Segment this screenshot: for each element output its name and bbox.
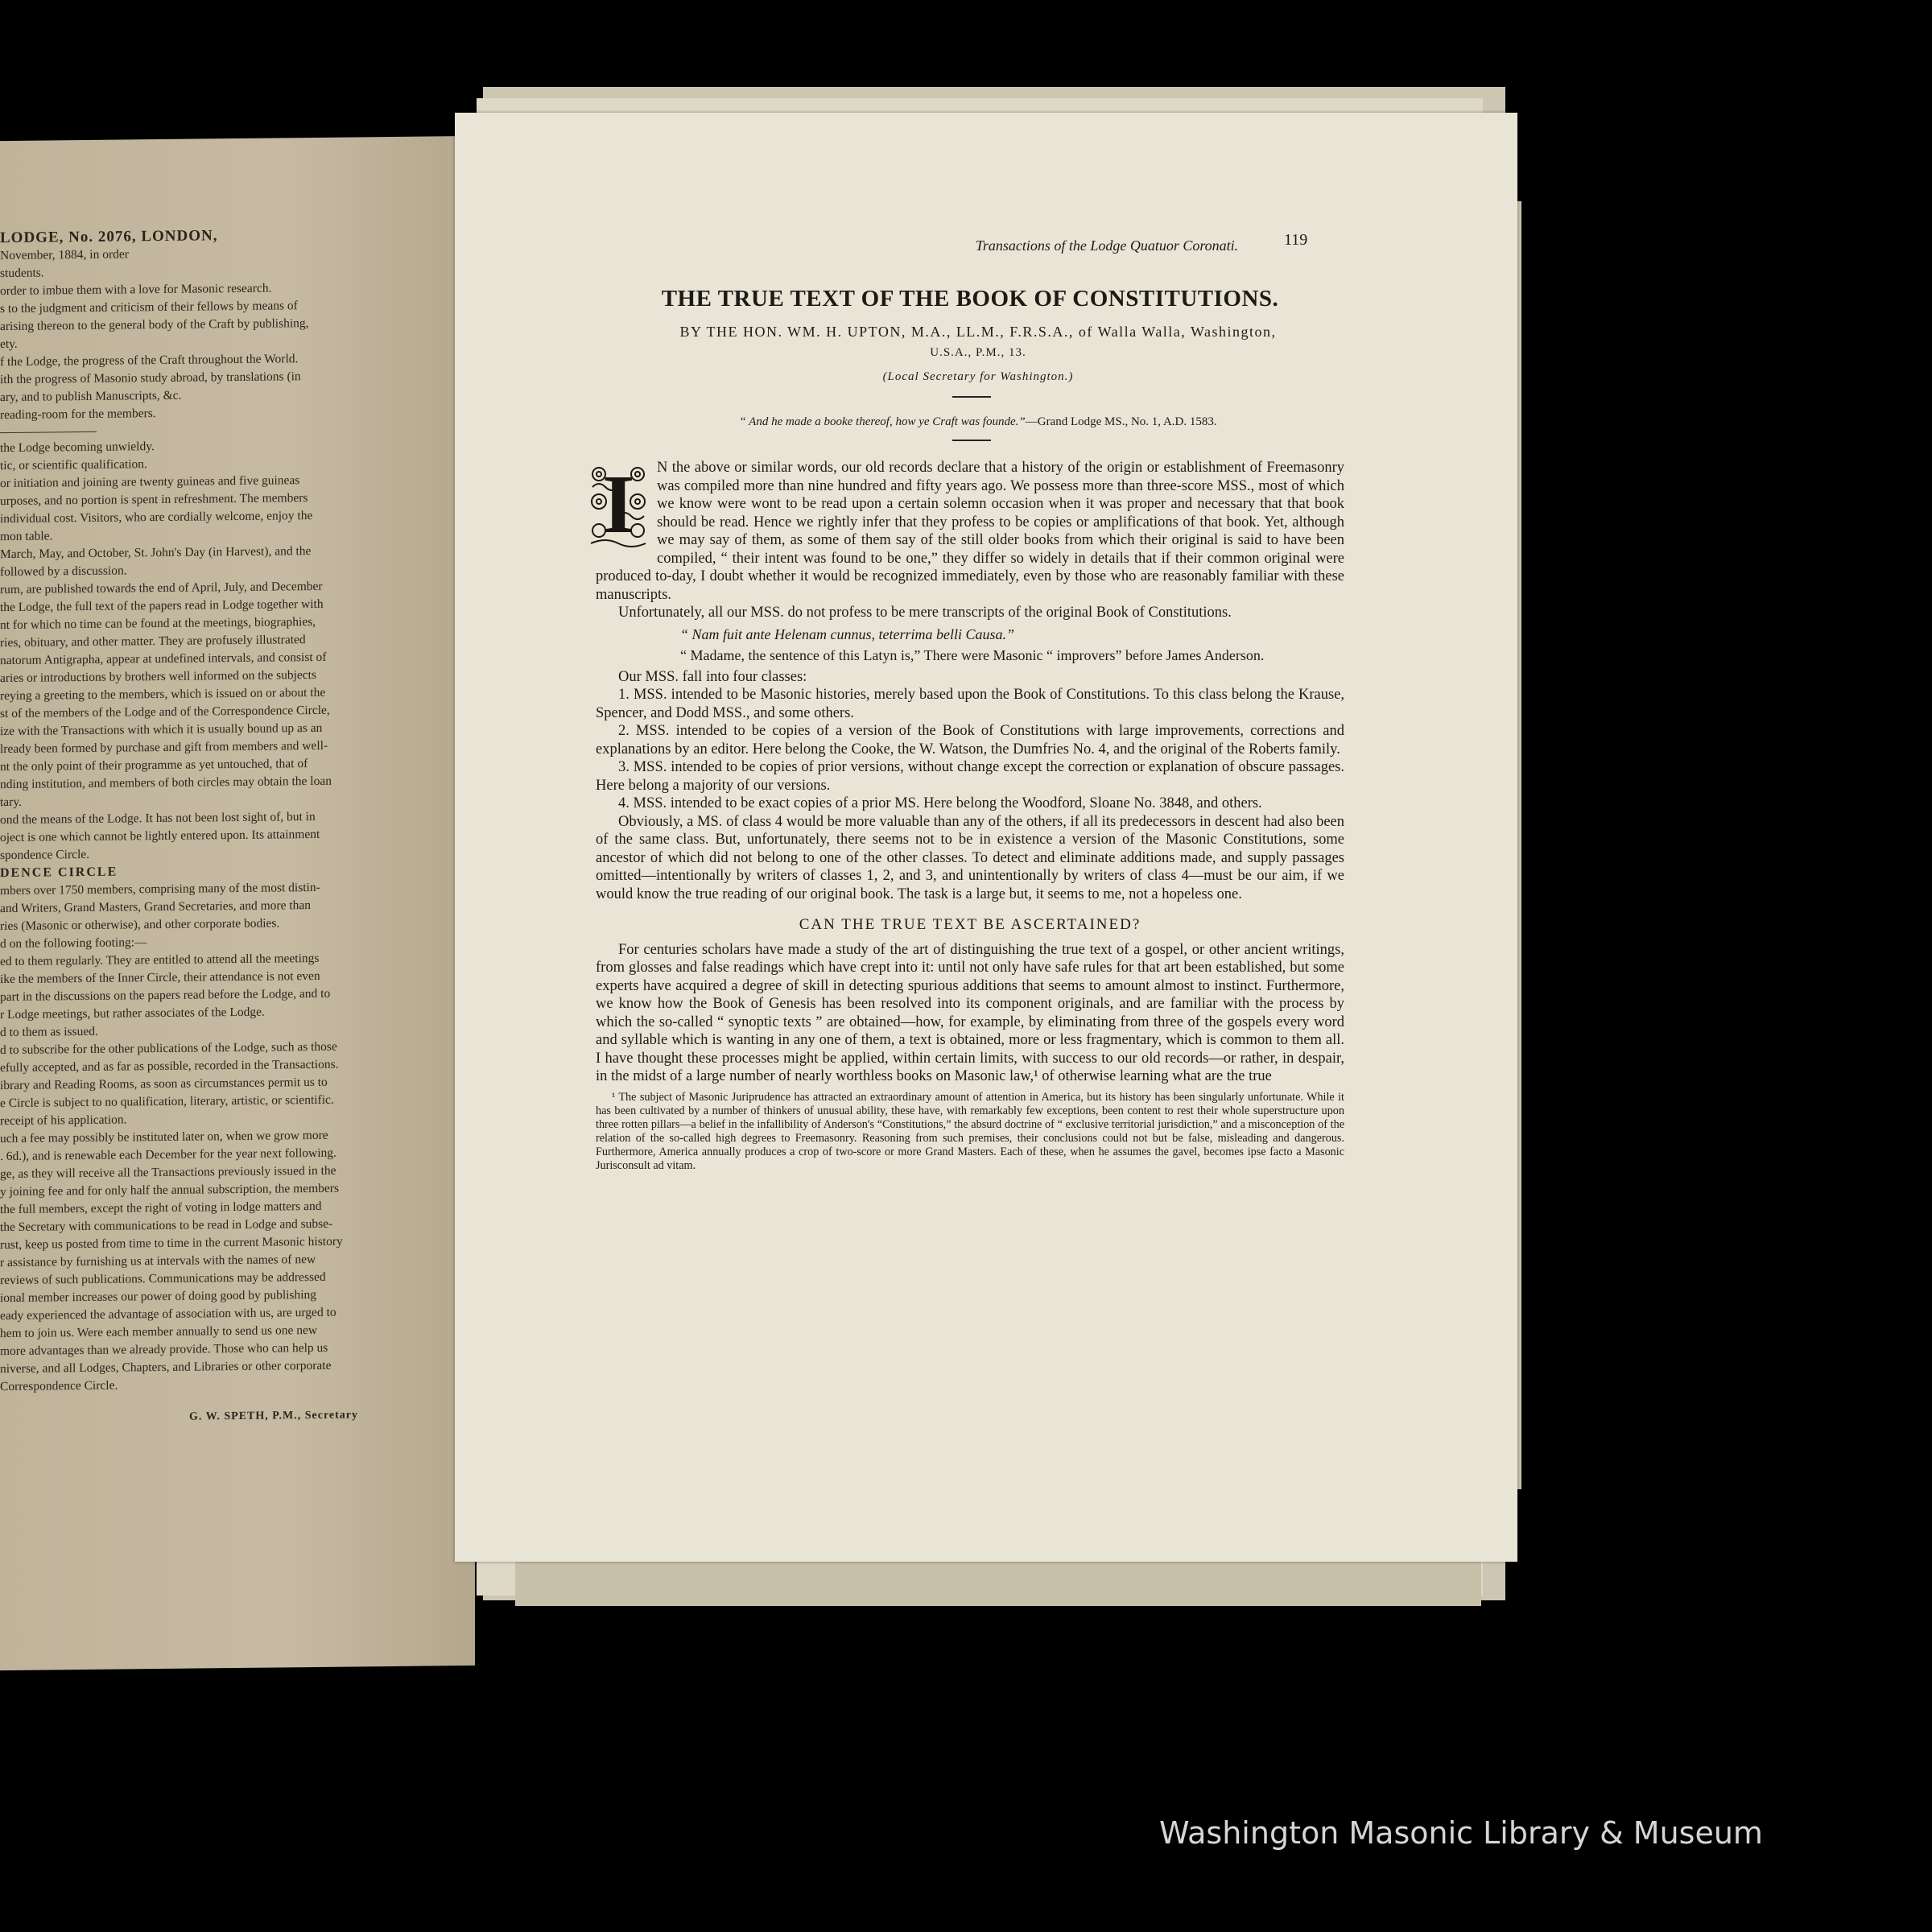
left-page-line: r assistance by furnishing us at intervals with the names of new xyxy=(0,1252,316,1270)
paragraph-3: Our MSS. fall into four classes: xyxy=(618,668,807,685)
left-page-line: receipt of his application. xyxy=(0,1113,127,1129)
class-4: 4. MSS. intended to be exact copies of a prior MS. Here belong the Woodford, Sloane No. 3848, and others. xyxy=(618,795,1262,811)
author-byline-continued: U.S.A., P.M., 13. xyxy=(930,346,1026,359)
class-1: 1. MSS. intended to be Masonic histories, merely based upon the Book of Constitutions. To this class belong the Krause, Spencer, and Dodd MSS., and some others. xyxy=(596,687,1344,721)
left-page-line: ibrary and Reading Rooms, as soon as circumstances permit us to xyxy=(0,1075,328,1093)
left-page-line: ional member increases our power of doing good by publishing xyxy=(0,1287,317,1306)
left-page-line: niverse, and all Lodges, Chapters, and Libraries or other corporate xyxy=(0,1358,332,1377)
left-page-section-heading: DENCE CIRCLE xyxy=(0,865,118,881)
left-page-line: students. xyxy=(0,266,44,281)
left-page-line: individual cost. Visitors, who are cordially welcome, enjoy the xyxy=(0,509,313,526)
left-page-line: aries or introductions by brothers well informed on the subjects xyxy=(0,667,317,686)
paragraph-4: Obviously, a MS. of class 4 would be more valuable than any of the others, if all its predecessors in descent had also been of the same class. But, unfortunately, there seems not to be in existence a version of the Masonic Constitutions, some ancestor of which did not belong to one of the other classes. To detect and eliminate additions made, and supply passages omitted—intentionally by writers of classes 1, 2, and 3, and unintentionally by writers of class 4—must be our aim, if we would know the true reading of our original book. The task is a large but, it seems to me, not a hopeless one. xyxy=(596,813,1344,902)
torn-edge-bottom xyxy=(515,1558,1481,1606)
left-page-line: followed by a discussion. xyxy=(0,564,127,580)
article-body xyxy=(596,459,1344,1173)
left-page-line: ries, obituary, and other matter. They are profusely illustrated xyxy=(0,633,306,650)
left-page-line: mbers over 1750 members, comprising many of the most distin- xyxy=(0,880,320,898)
ornamental-drop-cap xyxy=(589,458,647,551)
title-rule xyxy=(952,396,991,398)
left-page-line: nt the only point of their programme as yet untouched, that of xyxy=(0,757,308,774)
left-page-line: rust, keep us posted from time to time in the current Masonic history xyxy=(0,1234,343,1253)
left-page-signature: G. W. SPETH, P.M., Secretary xyxy=(189,1409,358,1423)
left-page-line: . 6d.), and is renewable each December for the year next following. xyxy=(0,1146,336,1164)
epigraph-source: —Grand Lodge MS., No. 1, A.D. 1583. xyxy=(1025,415,1217,428)
footnote xyxy=(596,1091,1344,1173)
drop-cap-letter: I xyxy=(602,458,635,551)
left-page-line: November, 1884, in order xyxy=(0,247,129,263)
left-page-line: tary. xyxy=(0,795,22,810)
epigraph-quote: “ And he made a booke thereof, how ye Craft was founde.” xyxy=(739,415,1026,428)
left-page-line: ith the progress of Masonio study abroad, by translations (in xyxy=(0,369,301,387)
left-page-line: ed to them regularly. They are entitled to attend all the meetings xyxy=(0,951,320,969)
author-role: (Local Secretary for Washington.) xyxy=(882,370,1074,383)
left-page-line: part in the discussions on the papers read before the Lodge, and to xyxy=(0,986,331,1005)
left-page-lines-2 xyxy=(0,435,451,865)
left-page-line: oject is one which cannot be lightly entered upon. Its attainment xyxy=(0,827,320,845)
left-page-line: order to imbue them with a love for Masonic research. xyxy=(0,281,272,299)
library-watermark: Washington Masonic Library & Museum xyxy=(1159,1815,1763,1851)
page-number: 119 xyxy=(1284,231,1308,249)
left-page-line: the full members, except the right of voting in lodge matters and xyxy=(0,1199,322,1217)
left-page-line: nt for which no time can be found at the meetings, biographies, xyxy=(0,614,316,633)
left-page-line: reading-room for the members. xyxy=(0,407,156,423)
left-page-line: st of the members of the Lodge and of the Correspondence Circle, xyxy=(0,703,330,721)
left-page-line: hem to join us. Were each member annually to send us one new xyxy=(0,1323,318,1341)
left-page-line: ize with the Transactions with which it is usually bound up as an xyxy=(0,720,323,739)
left-page-line: more advantages than we already provide. Those who can help us xyxy=(0,1340,328,1359)
left-page-line: spondence Circle. xyxy=(0,847,90,863)
left-page-heading: LODGE, No. 2076, LONDON, xyxy=(0,227,218,247)
section-heading: CAN THE TRUE TEXT BE ASCERTAINED? xyxy=(799,916,1141,933)
left-page-line: s to the judgment and criticism of their fellows by means of xyxy=(0,299,298,316)
author-byline: BY THE HON. WM. H. UPTON, M.A., LL.M., F.R.S.A., of Walla Walla, Washington, xyxy=(679,324,1277,340)
article-page xyxy=(455,113,1517,1562)
left-page-line: or initiation and joining are twenty guineas and five guineas xyxy=(0,473,300,491)
footnote-text: ¹ The subject of Masonic Juriprudence has attracted an extraordinary amount of attention in America, but its history has been singularly unfortunate. While it has been cultivated by a number of thinkers of unusual ability, these have, with remarkably few exceptions, been content to rest their whole superstructure upon three rotten pillars—a belief in the infallibility of Anderson's “Constitutions,” the absurd doctrine of “ exclusive territorial jurisdiction,” and a misconception of the relation of the so-called high degrees to Freemasonry. Reasoning from such premises, their conclusions could not but be false, misleading and dangerous. Furthermore, America annually produces a crop of two-score or more Grand Masters. Each of these, when he assumes the gavel, becomes ipse facto a Masonic Jurisconsult ad vitam. xyxy=(596,1090,1344,1172)
left-page-line: reviews of such publications. Communications may be addressed xyxy=(0,1269,326,1288)
left-page-lines-1 xyxy=(0,242,451,424)
latin-quote xyxy=(680,625,1344,644)
left-page-line: ary, and to publish Manuscripts, &c. xyxy=(0,388,182,405)
left-page-line: tic, or scientific qualification. xyxy=(0,457,147,473)
left-page-line: r Lodge meetings, but rather associates of the Lodge. xyxy=(0,1005,265,1022)
left-page-line: d on the following footing:— xyxy=(0,935,147,952)
paragraph-2: Unfortunately, all our MSS. do not profess to be mere transcripts of the original Book of Constitutions. xyxy=(618,605,1232,621)
left-page-line: March, May, and October, St. John's Day (in Harvest), and the xyxy=(0,544,312,562)
epigraph-rule xyxy=(952,440,991,441)
left-page-line: and Writers, Grand Masters, Grand Secretaries, and more than xyxy=(0,898,312,916)
left-page-line: mon table. xyxy=(0,529,53,544)
running-head: Transactions of the Lodge Quatuor Coronati. xyxy=(975,237,1239,254)
left-page-line: ge, as they will receive all the Transactions previously issued in the xyxy=(0,1163,336,1182)
left-page-line: the Secretary with communications to be read in Lodge and subse- xyxy=(0,1216,333,1235)
left-page-line: f the Lodge, the progress of the Craft throughout the World. xyxy=(0,352,299,369)
left-page-line: efully accepted, and as far as possible, recorded in the Transactions. xyxy=(0,1057,339,1075)
left-page-line: natorum Antigrapha, appear at undefined intervals, and consist of xyxy=(0,650,327,668)
left-page-line: y joining fee and for only half the annual subscription, the members xyxy=(0,1181,339,1199)
left-page-line: ries (Masonic or otherwise), and other corporate bodies. xyxy=(0,916,280,934)
left-page-line: d to subscribe for the other publications of the Lodge, such as those xyxy=(0,1039,337,1058)
left-page-line: ike the members of the Inner Circle, their attendance is not even xyxy=(0,968,320,987)
latin-quote-text: “ Nam fuit ante Helenam cunnus, teterrima belli Causa.” xyxy=(680,625,1014,642)
left-page-text xyxy=(0,225,451,1428)
epigraph xyxy=(559,415,1397,429)
left-page-line: the Lodge, the full text of the papers read in Lodge together with xyxy=(0,597,324,615)
class-2: 2. MSS. intended to be copies of a version of the Book of Constitutions with large improvements, corrections and explanations by an editor. Here belong the Cooke, the W. Watson, the Dumfries No. 4, and the original of the Roberts family. xyxy=(596,723,1344,758)
left-page-line: urposes, and no portion is spent in refreshment. The members xyxy=(0,491,308,509)
left-page-line: reying a greeting to the members, which is issued on or about the xyxy=(0,685,326,704)
left-page-lines-3 xyxy=(0,877,451,1396)
article-title: THE TRUE TEXT OF THE BOOK OF CONSTITUTIONS. xyxy=(661,286,1279,312)
left-page-line: nding institution, and members of both circles may obtain the loan xyxy=(0,774,332,792)
left-page-line: eady experienced the advantage of association with us, are urged to xyxy=(0,1305,336,1323)
left-page-rule xyxy=(0,431,97,433)
left-page-line: uch a fee may possibly be instituted later on, when we grow more xyxy=(0,1128,328,1146)
left-page-line: lready been formed by purchase and gift from members and well- xyxy=(0,738,328,757)
paragraph-5: For centuries scholars have made a study of the art of distinguishing the true text of a gospel, or other ancient writings, from glosses and false readings which have crept into it: until not only have safe rules for that art been established, but some experts have acquired a degree of skill in detecting spurious additions that seems to amount almost to instinct. Furthermore, we know how the Book of Genesis has been resolved into its component originals, and are familiar with the process by which the so-called “ synoptic texts ” are obtained—how, for example, by eliminating from three of the gospels every word and syllable which is wanting in any one of them, a text is obtained, more or less fragmentary, which is common to them all. I have thought these processes might be applied, within certain limits, with success to our old records—or rather, in despair, in the midst of a large number of nearly worthless books on Masonic law,¹ of otherwise learning what are the true xyxy=(596,941,1344,1084)
chaucer-quote: “ Madame, the sentence of this Latyn is,” There were Masonic “ improvers” before James Anderson. xyxy=(680,647,1265,663)
paragraph-1: N the above or similar words, our old records declare that a history of the origin or establishment of Freemasonry was compiled more than nine hundred and fifty years ago. We possess more than three-score MSS., most of which we know were wont to be read upon a certain solemn occasion when it was proper and necessary that that book should be read. Hence we rightly infer that they profess to be copies or amplifications of that book. Yet, although we may say of them, as some of them say of the still older books from which their original is said to have been compiled, “ their intent was found to be one,” they differ so widely in details that if their common original were produced to-day, I doubt whether it would be recognized immediately, even by those who are reasonably familiar with these manuscripts. xyxy=(596,460,1344,603)
left-page-line: Correspondence Circle. xyxy=(0,1378,118,1394)
left-page-line: arising thereon to the general body of the Craft by publishing, xyxy=(0,316,309,334)
left-page-line: the Lodge becoming unwieldy. xyxy=(0,440,155,456)
left-page-line: e Circle is subject to no qualification, literary, artistic, or scientific. xyxy=(0,1092,334,1111)
left-page-line: ond the means of the Lodge. It has not been lost sight of, but in xyxy=(0,809,316,828)
left-facing-page xyxy=(0,136,475,1670)
left-page-line: ety. xyxy=(0,336,18,352)
left-page-line: d to them as issued. xyxy=(0,1024,98,1040)
class-3: 3. MSS. intended to be copies of prior versions, without change except the correction or explanation of obscure passages. Here belong a majority of our versions. xyxy=(596,759,1344,794)
left-page-line: rum, are published towards the end of April, July, and December xyxy=(0,579,323,597)
